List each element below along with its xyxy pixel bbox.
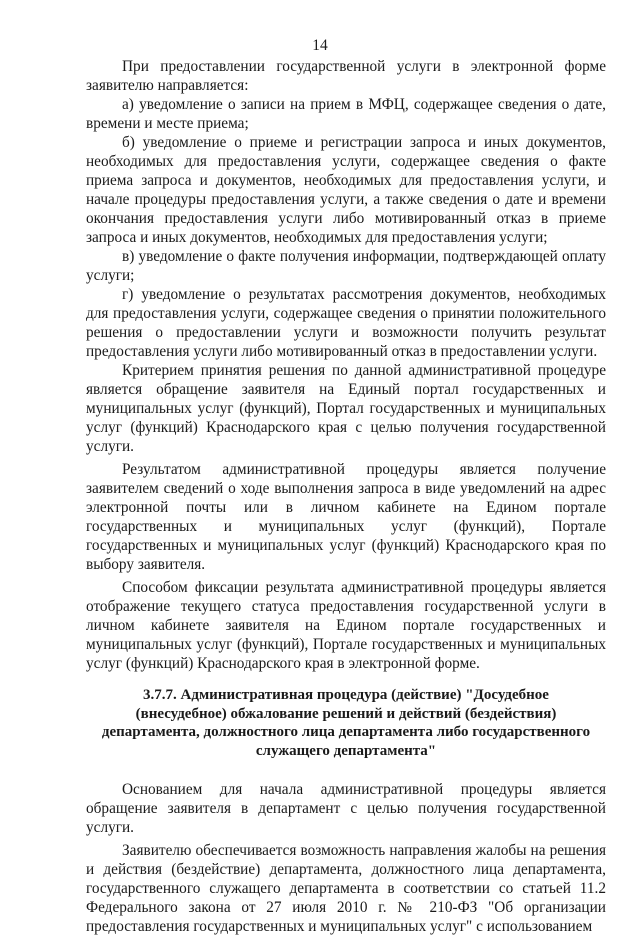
document-body [86,57,606,936]
list-item-d: г) уведомление о результатах рассмотрения документов, необходимых для предоставления услуги, содержащее сведения о принятии положительного решения о предоставлении услуги и возможности получить результат предоставления услуги либо мотивированный отказ в предоставлении услуги. [86,286,606,360]
paragraph-result: Результатом административной процедуры является получение заявителем сведений о ходе выполнения запроса в виде уведомлений на адрес электронной почты или в личном кабинете на Едином портале государственных и муниципальных услуг (функций), Портале государственных и муниципальных услуг (функций) Краснодарского края по выбору заявителя. [86,461,606,573]
page-number: 14 [312,37,328,54]
paragraph-intro: При предоставлении государственной услуги в электронной форме заявителю направляется: [86,58,606,94]
paragraph-basis: Основанием для начала административной процедуры является обращение заявителя в департамент с целью получения государственной услуги. [86,781,606,836]
heading-line: 3.7.7. Административная процедура (действие) "Досудебное [143,687,549,703]
heading-line: департамента, должностного лица департамента либо государственного [101,724,591,740]
list-item-b: б) уведомление о приеме и регистрации запроса и иных документов, необходимых для предоставления услуги, содержащее сведения о факте приема запроса и документов, необходимых для предоставления услуги, и начале процедуры предоставления услуги, а также сведения о дате и времени окончания предоставления услуги либо мотивированный отказ в приеме запроса и иных документов, необходимых для предоставления услуги; [86,134,606,246]
list-item-c: в) уведомление о факте получения информации, подтверждающей оплату услуги; [86,248,606,284]
section-heading [86,686,606,760]
paragraph-criterion: Критерием принятия решения по данной административной процедуре является обращение заявителя на Единый портал государственных и муниципальных услуг (функций), Портал государственных и муниципальных услуг (функций) Краснодарского края с целью получения государственной услуги. [86,362,606,455]
list-item-a: а) уведомление о записи на прием в МФЦ, содержащее сведения о дате, времени и месте приема; [86,96,606,132]
paragraph-fixation: Способом фиксации результата административной процедуры является отображение текущего статуса предоставления государственной услуги в личном кабинете заявителя на Едином портале государственных и муниципальных услуг (функций), Портале государственных и муниципальных услуг (функций) Краснодарского края в электронной форме. [86,579,606,672]
heading-line: служащего департамента" [255,742,437,759]
paragraph-complaint: Заявителю обеспечивается возможность направления жалобы на решения и действия (бездействие) департамента, должностного лица департамента, государственного служащего департамента в соответствии со статьей 11.2 Федерального закона от 27 июля 2010 г. № 210-ФЗ "Об организации предоставления государственных и муниципальных услуг" с использованием [86,842,606,935]
heading-line: (внесудебное) обжалование решений и действий (бездействия) [135,705,557,722]
